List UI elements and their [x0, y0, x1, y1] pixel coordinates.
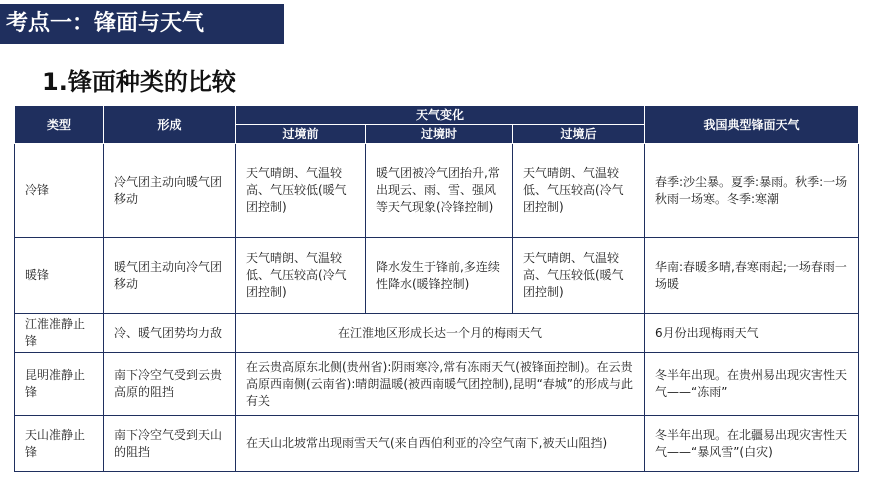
cell-typical: 春季:沙尘暴。夏季:暴雨。秋季:一场秋雨一场寒。冬季:寒潮: [645, 144, 859, 238]
cell-type: 江淮准静止锋: [15, 314, 104, 353]
cell-formation: 南下冷空气受到天山的阻挡: [104, 416, 236, 472]
cell-type: 暖锋: [15, 238, 104, 314]
cell-after: 天气晴朗、气温较高、气压较低(暖气团控制): [513, 238, 645, 314]
cell-before: 天气晴朗、气温较高、气压较低(暖气团控制): [236, 144, 366, 238]
cell-before: 天气晴朗、气温较低、气压较高(冷气团控制): [236, 238, 366, 314]
section-title: 考点一：锋面与天气: [0, 4, 284, 44]
cell-typical: 6月份出现梅雨天气: [645, 314, 859, 353]
header-typical-weather: 我国典型锋面天气: [645, 106, 859, 144]
cell-weather: 在云贵高原东北侧(贵州省):阴雨寒冷,常有冻雨天气(被锋面控制)。在云贵高原西南侧(云南省):晴朗温暖(被西南暖气团控制),昆明“春城”的形成与此有关: [236, 353, 645, 416]
cell-typical: 冬半年出现。在北疆易出现灾害性天气——“暴风雪”(白灾): [645, 416, 859, 472]
cell-formation: 暖气团主动向冷气团移动: [104, 238, 236, 314]
cell-weather: 在江淮地区形成长达一个月的梅雨天气: [236, 314, 645, 353]
cell-formation: 南下冷空气受到云贵高原的阻挡: [104, 353, 236, 416]
cell-formation: 冷气团主动向暖气团移动: [104, 144, 236, 238]
cell-typical: 冬半年出现。在贵州易出现灾害性天气——“冻雨”: [645, 353, 859, 416]
cell-during: 降水发生于锋前,多连续性降水(暖锋控制): [366, 238, 513, 314]
header-before: 过境前: [236, 125, 366, 144]
cell-type: 天山准静止锋: [15, 416, 104, 472]
header-row-1: [15, 106, 859, 125]
header-formation: 形成: [104, 106, 236, 144]
cell-weather: 在天山北坡常出现雨雪天气(来自西伯利亚的冷空气南下,被天山阻挡): [236, 416, 645, 472]
front-comparison-table: [14, 105, 859, 472]
cell-during: 暖气团被冷气团抬升,常出现云、雨、雪、强风等天气现象(冷锋控制): [366, 144, 513, 238]
header-during: 过境时: [366, 125, 513, 144]
header-weather-change: 天气变化: [236, 106, 645, 125]
header-after: 过境后: [513, 125, 645, 144]
table-row-warm-front: [15, 238, 859, 314]
table-row-kunming-front: [15, 353, 859, 416]
cell-typical: 华南:春暖多晴,春寒雨起;一场春雨一场暖: [645, 238, 859, 314]
cell-after: 天气晴朗、气温较低、气压较高(冷气团控制): [513, 144, 645, 238]
table-row-cold-front: [15, 144, 859, 238]
header-type: 类型: [15, 106, 104, 144]
cell-formation: 冷、暖气团势均力敌: [104, 314, 236, 353]
cell-type: 昆明准静止锋: [15, 353, 104, 416]
table-row-tianshan-front: [15, 416, 859, 472]
cell-type: 冷锋: [15, 144, 104, 238]
page-subtitle: 1.锋面种类的比较: [42, 68, 236, 96]
table-row-jianghuai-front: [15, 314, 859, 353]
